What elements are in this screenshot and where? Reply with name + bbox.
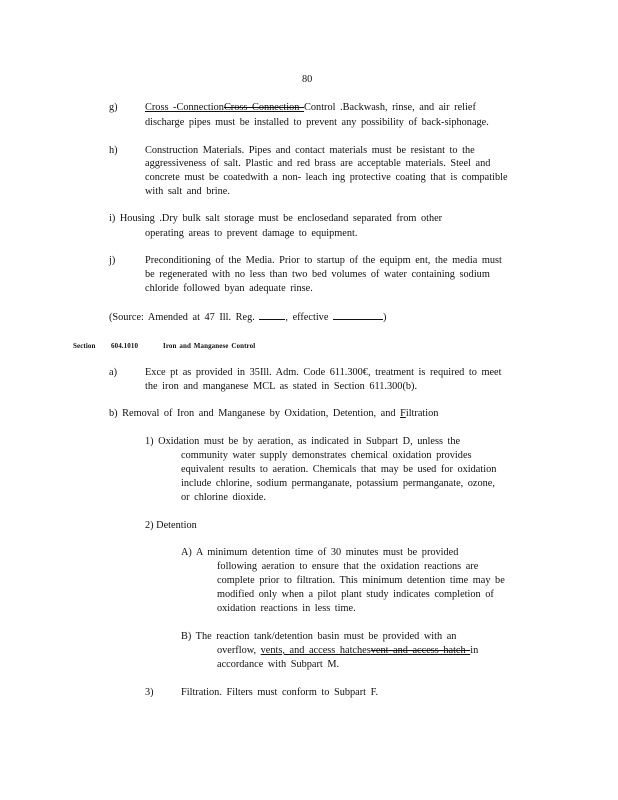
detention-A-line-4: modified only when a pilot plant study indicates completion of xyxy=(217,589,494,600)
detention-A-line-5: oxidation reactions in less time. xyxy=(217,603,356,614)
item-i-line-1: i) Housing .Dry bulk salt storage must be enclosedand separated from other xyxy=(109,213,443,224)
underlined-text: F xyxy=(400,408,406,419)
item-j-line-1: Preconditioning of the Media. Prior to startup of the equipm ent, the media must xyxy=(145,255,502,266)
blank-line xyxy=(333,310,383,320)
section-number: 604.1010 xyxy=(111,342,139,350)
oxidation-line-4: include chlorine, sodium permanganate, potassium permanganate, ozone, xyxy=(181,478,495,489)
item-h-label: h) xyxy=(109,145,118,156)
section-title: Iron and Manganese Control xyxy=(163,342,256,350)
deleted-text: vent and access hatch xyxy=(370,645,471,656)
oxidation-line-5: or chlorine dioxide. xyxy=(181,492,266,503)
text-run: Control .Backwash, rinse, and air relief xyxy=(304,102,476,113)
text-run: overflow, xyxy=(217,645,261,656)
deleted-text: Cross Connection xyxy=(223,102,305,113)
section-label: Section xyxy=(73,342,96,350)
detention-A-line-2: following aeration to ensure that the oxidation reactions are xyxy=(217,561,479,572)
item-a-label: a) xyxy=(109,367,117,378)
detention-A-line-3: complete prior to filtration. This minimum detention time may be xyxy=(217,575,505,586)
detention-B-line-3: accordance with Subpart M. xyxy=(217,659,340,670)
item-g-line-1 xyxy=(145,101,476,114)
inserted-text: Cross -Connection xyxy=(145,102,224,113)
item-h-line-4: with salt and brine. xyxy=(145,186,230,197)
oxidation-line-2: community water supply demonstrates chemical oxidation provides xyxy=(181,450,472,461)
detention-heading: 2) Detention xyxy=(145,520,197,531)
item-j-label: j) xyxy=(109,255,116,266)
source-text: , effective xyxy=(285,312,329,323)
oxidation-line-1: 1) Oxidation must be by aeration, as indicated in Subpart D, unless the xyxy=(145,436,461,447)
item-h-line-3: concrete must be coatedwith a non- leach ing protective coating that is compatible xyxy=(145,172,508,183)
oxidation-line-3: equivalent results to aeration. Chemicals that may be used for oxidation xyxy=(181,464,497,475)
item-j-line-3: chloride followed byan adequate rinse. xyxy=(145,283,313,294)
detention-B-line-1: B) The reaction tank/detention basin must be provided with an xyxy=(181,631,457,642)
source-text: (Source: Amended at 47 Ill. Reg. xyxy=(109,312,255,323)
detention-A-line-1: A) A minimum detention time of 30 minutes must be provided xyxy=(181,547,459,558)
source-text: ) xyxy=(382,312,387,323)
text-run: in xyxy=(470,645,479,656)
inserted-text: vents, and access hatches xyxy=(260,645,371,656)
item-a-line-1: Exce pt as provided in 35Ill. Adm. Code 611.300€, treatment is required to meet xyxy=(145,367,502,378)
page-number: 80 xyxy=(302,74,313,85)
filtration-label: 3) xyxy=(145,687,154,698)
item-j-line-2: be regenerated with no less than two bed volumes of water containing sodium xyxy=(145,269,490,280)
item-h-line-1: Construction Materials. Pipes and contact materials must be resistant to the xyxy=(145,145,475,156)
source-note xyxy=(109,310,386,324)
item-i-line-2: operating areas to prevent damage to equipment. xyxy=(145,228,358,239)
item-a-line-2: the iron and manganese MCL as stated in Section 611.300(b). xyxy=(145,381,418,392)
blank-line xyxy=(259,310,285,320)
item-b-heading xyxy=(109,407,438,420)
item-g-line-2: discharge pipes must be installed to prevent any possibility of back-siphonage. xyxy=(145,117,489,128)
text-run: b) Removal of Iron and Manganese by Oxidation, Detention, and xyxy=(109,408,401,419)
item-g-label: g) xyxy=(109,102,118,113)
filtration-text: Filtration. Filters must conform to Subpart F. xyxy=(181,687,379,698)
detention-B-line-2 xyxy=(217,644,478,657)
text-run: iltration xyxy=(405,408,439,419)
item-h-line-2: aggressiveness of salt. Plastic and red brass are acceptable materials. Steel and xyxy=(145,158,491,169)
